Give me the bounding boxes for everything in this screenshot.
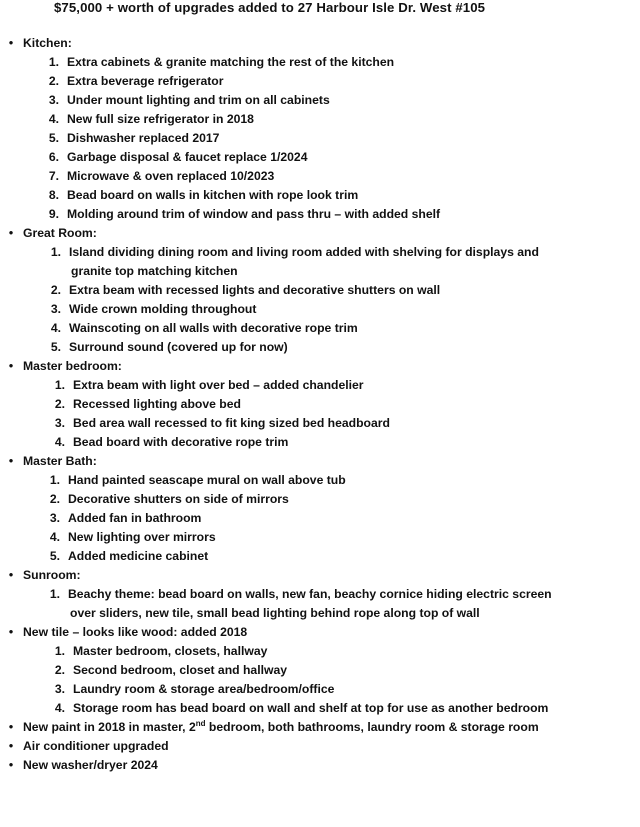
item-number: 1. [48,55,59,69]
item-number: 4. [49,530,60,544]
item-number: 2. [54,397,65,411]
item-text: Hand painted seascape mural on wall above tub [68,473,346,487]
item-number: 3. [54,416,65,430]
section-heading-text: Great Room: [23,226,97,240]
upgrade-list [0,34,640,775]
section-items [0,243,640,357]
list-item [0,129,640,148]
list-item [0,528,640,547]
section-items [0,53,640,224]
item-text: Added medicine cabinet [68,549,209,563]
section-items [0,585,640,623]
item-text: Extra beverage refrigerator [67,74,224,88]
list-item [0,110,640,129]
paint-line-text [23,720,539,734]
bullet-icon: • [8,758,14,772]
item-text: Extra beam with light over bed – added chandelier [73,378,364,392]
item-text: Molding around trim of window and pass thru – with added shelf [67,207,441,221]
list-item [0,395,640,414]
item-text: Added fan in bathroom [68,511,202,525]
item-number: 4. [54,435,65,449]
item-text: Garbage disposal & faucet replace 1/2024 [67,150,308,164]
section-items [0,376,640,452]
section-heading-text: Sunroom: [23,568,81,582]
item-text: Surround sound (covered up for now) [69,340,288,354]
item-number: 5. [49,549,60,563]
section-heading [0,566,640,585]
item-number: 7. [48,169,59,183]
list-item [0,243,640,281]
item-text: Second bedroom, closet and hallway [73,663,288,677]
bullet-icon: • [8,36,14,50]
item-text: Island dividing dining room and living room added with shelving for displays and [69,245,539,259]
item-number: 1. [50,245,61,259]
item-text: Master bedroom, closets, hallway [73,644,268,658]
extra-bullet [0,737,640,756]
list-item [0,509,640,528]
item-text: Dishwasher replaced 2017 [67,131,220,145]
bullet-icon: • [8,739,14,753]
section-heading-text: New tile – looks like wood: added 2018 [23,625,248,639]
item-text: Laundry room & storage area/bedroom/office [73,682,335,696]
list-item [0,338,640,357]
item-text: Bead board with decorative rope trim [73,435,289,449]
item-number: 2. [48,74,59,88]
item-text: Bead board on walls in kitchen with rope look trim [67,188,359,202]
item-number: 4. [48,112,59,126]
item-number: 1. [54,644,65,658]
section-heading [0,224,640,243]
list-item [0,642,640,661]
item-number: 5. [48,131,59,145]
list-item [0,148,640,167]
section-heading [0,357,640,376]
bullet-icon: • [8,359,14,373]
item-text: Decorative shutters on side of mirrors [68,492,289,506]
item-text: Wainscoting on all walls with decorative rope trim [69,321,358,335]
item-number: 6. [48,150,59,164]
paint-line-before: New paint in 2018 in master, 2 [23,720,196,734]
item-number: 1. [49,473,60,487]
paint-line [0,718,640,737]
item-number: 2. [50,283,61,297]
list-item [0,471,640,490]
document-title: $75,000 + worth of upgrades added to 27 Harbour Isle Dr. West #105 [54,0,486,15]
list-item [0,661,640,680]
extra-bullet-text: New washer/dryer 2024 [23,758,158,772]
item-number: 9. [48,207,59,221]
item-text-continued: granite top matching kitchen [71,264,238,278]
list-item [0,319,640,338]
list-item [0,414,640,433]
item-text: Extra cabinets & granite matching the rest of the kitchen [67,55,395,69]
item-text: Under mount lighting and trim on all cabinets [67,93,330,107]
extra-bullet [0,756,640,775]
section-heading-text: Master Bath: [23,454,97,468]
list-item [0,680,640,699]
section-heading [0,452,640,471]
bullet-icon: • [8,454,14,468]
list-item [0,72,640,91]
bullet-icon: • [8,625,14,639]
item-number: 4. [54,701,65,715]
list-item [0,53,640,72]
item-text: Wide crown molding throughout [69,302,257,316]
list-item [0,300,640,319]
item-number: 5. [50,340,61,354]
bullet-icon: • [8,568,14,582]
list-item [0,91,640,110]
section-heading-text: Master bedroom: [23,359,122,373]
item-text: Storage room has bead board on wall and shelf at top for use as another bedroom [73,701,549,715]
section-heading [0,34,640,53]
paint-line-sup: nd [195,718,206,728]
bullet-icon: • [8,226,14,240]
list-item [0,433,640,452]
list-item [0,547,640,566]
section-items [0,471,640,566]
list-item [0,490,640,509]
section-heading [0,623,640,642]
bullet-icon: • [8,720,14,734]
item-number: 3. [48,93,59,107]
item-text: New lighting over mirrors [68,530,216,544]
item-number: 8. [48,188,59,202]
item-text: Recessed lighting above bed [73,397,241,411]
item-number: 3. [50,302,61,316]
item-number: 1. [49,587,60,601]
list-item [0,186,640,205]
list-item [0,167,640,186]
item-number: 2. [54,663,65,677]
list-item [0,376,640,395]
item-text: Extra beam with recessed lights and decorative shutters on wall [69,283,441,297]
list-item [0,699,640,718]
list-item [0,281,640,300]
item-text-continued: over sliders, new tile, small bead lighting behind rope along top of wall [70,606,480,620]
item-number: 4. [50,321,61,335]
list-item [0,585,640,623]
item-number: 2. [49,492,60,506]
item-text: Microwave & oven replaced 10/2023 [67,169,275,183]
item-number: 3. [54,682,65,696]
item-number: 1. [54,378,65,392]
item-text: Beachy theme: bead board on walls, new fan, beachy cornice hiding electric screen [68,587,552,601]
paint-line-after: bedroom, both bathrooms, laundry room & storage room [205,720,539,734]
section-heading-text: Kitchen: [23,36,72,50]
list-item [0,205,640,224]
item-text: Bed area wall recessed to fit king sized bed headboard [73,416,390,430]
section-items [0,642,640,718]
item-number: 3. [49,511,60,525]
extra-bullet-text: Air conditioner upgraded [23,739,169,753]
item-text: New full size refrigerator in 2018 [67,112,254,126]
